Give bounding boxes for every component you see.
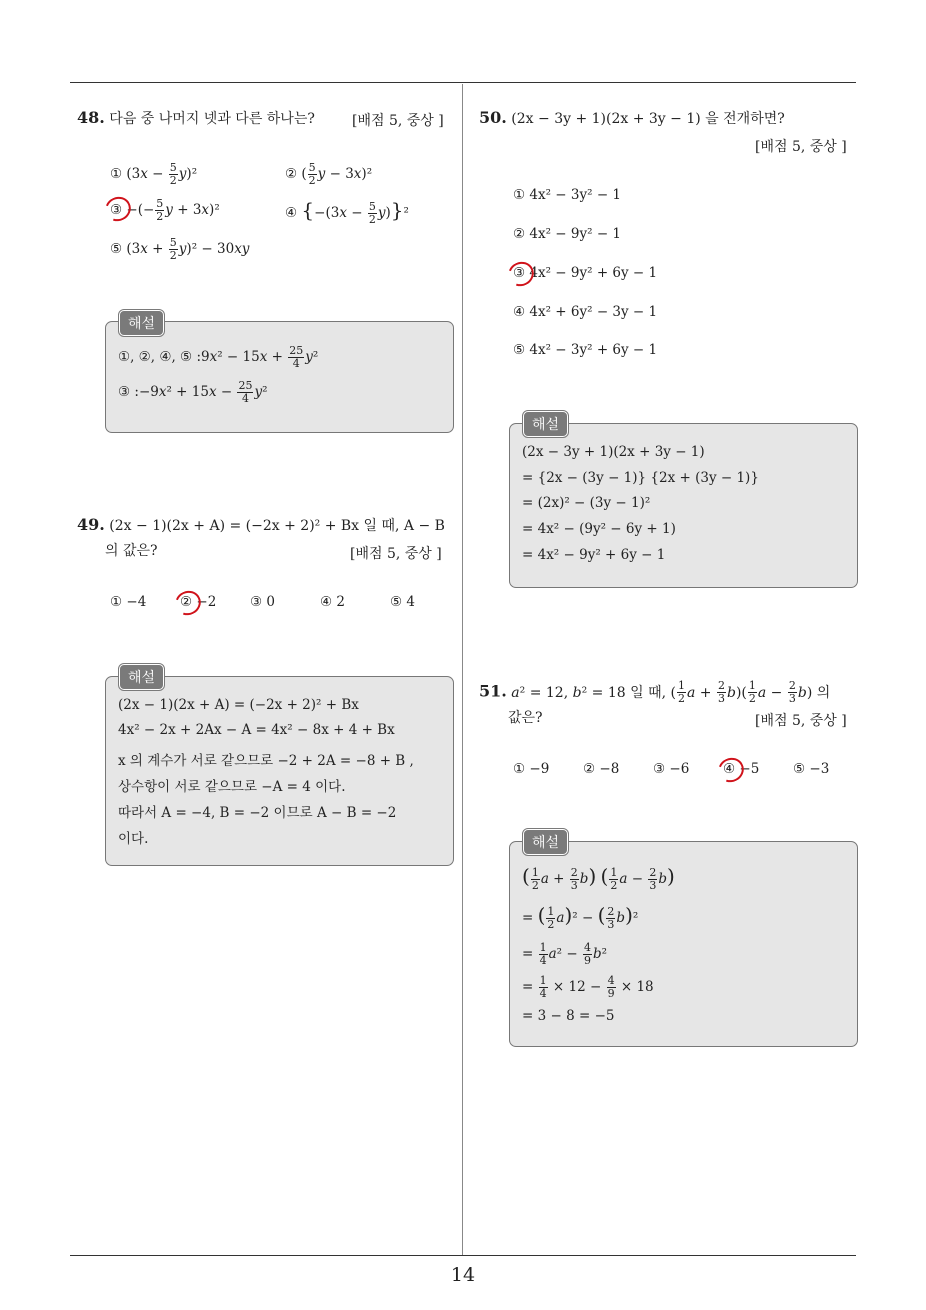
choice-4[interactable]: ④ 2 xyxy=(320,594,345,610)
question-number: 49. xyxy=(77,515,105,534)
solution-line: 이다. xyxy=(118,831,149,847)
solution-line: = ( $\frac{1}{2}$ a)² − ( $\frac{2}{3}$ b)² xyxy=(522,903,639,931)
choice-5[interactable]: ⑤ 4x² − 3y² + 6y − 1 xyxy=(513,342,658,358)
solution-line: x 의 계수가 서로 같으므로 −2 + 2A = −8 + B , xyxy=(118,753,414,769)
choice-3[interactable]: ③ 0 xyxy=(250,594,275,610)
solution-tag: 해설 xyxy=(523,829,568,855)
question-prompt-cont: 의 값은? xyxy=(105,543,158,559)
solution-line: = {2x − (3y − 1)} {2x + (3y − 1)} xyxy=(522,470,759,486)
question-prompt: 다음 중 나머지 넷과 다른 하나는? xyxy=(109,111,315,127)
choice-3[interactable]: ③ −(− $\frac{5}{2}$ y + 3x)² xyxy=(110,197,220,223)
question-prompt-cont: 값은? xyxy=(508,710,543,726)
choice-1[interactable]: ① (3x − $\frac{5}{2}$ y)² xyxy=(110,161,198,187)
choice-3[interactable]: ③ 4x² − 9y² + 6y − 1 xyxy=(513,265,658,281)
question-number: 48. xyxy=(77,108,105,127)
question-number: 51. xyxy=(479,681,507,701)
answer-circle xyxy=(171,587,205,620)
answer-circle xyxy=(714,754,748,787)
answer-circle xyxy=(504,258,538,291)
solution-box xyxy=(105,321,454,433)
question-meta: [배점 5, 중상 ] xyxy=(755,139,847,155)
choice-2[interactable]: ② −8 xyxy=(583,761,620,777)
question-number: 50. xyxy=(479,108,507,127)
solution-tag: 해설 xyxy=(523,411,568,437)
question-prompt: (2x − 3y + 1)(2x + 3y − 1) 을 전개하면? xyxy=(511,111,785,127)
question-prompt: a² = 12, b² = 18 일 때, ( $\frac{1}{2}$ a + $\frac{2}{3}$ b)( $\frac{1}{2}$ a − $\frac{2}{3}$ b) 의 xyxy=(511,679,831,705)
choice-2[interactable]: ② 4x² − 9y² − 1 xyxy=(513,226,622,242)
solution-tag: 해설 xyxy=(119,664,164,690)
solution-line: (2x − 1)(2x + A) = (−2x + 2)² + Bx xyxy=(118,697,359,713)
solution-tag: 해설 xyxy=(119,310,164,336)
solution-line: 상수항이 서로 같으므로 −A = 4 이다. xyxy=(118,779,346,795)
column-divider xyxy=(462,84,463,1255)
question-prompt: (2x − 1)(2x + A) = (−2x + 2)² + Bx 일 때, A − B xyxy=(109,518,445,534)
choice-4[interactable]: ④ {−(3x − $\frac{5}{2}$ y)}² xyxy=(285,198,409,226)
solution-line: = 4x² − (9y² − 6y + 1) xyxy=(522,521,676,537)
choice-1[interactable]: ① 4x² − 3y² − 1 xyxy=(513,187,622,203)
choice-2[interactable]: ② −2 xyxy=(180,594,217,610)
bottom-rule xyxy=(70,1255,856,1256)
solution-line: = $\frac{1}{4}$ a² − $\frac{4}{9}$ b² xyxy=(522,941,608,967)
choice-5[interactable]: ⑤ 4 xyxy=(390,594,415,610)
solution-line: = (2x)² − (3y − 1)² xyxy=(522,495,651,511)
page-number: 14 xyxy=(450,1264,476,1286)
solution-line: (2x − 3y + 1)(2x + 3y − 1) xyxy=(522,444,705,460)
solution-line: 4x² − 2x + 2Ax − A = 4x² − 8x + 4 + Bx xyxy=(118,722,395,738)
solution-line: ①, ②, ④, ⑤ :9x² − 15x + $\frac{25}{4}$ y² xyxy=(118,344,319,370)
question-meta: [배점 5, 중상 ] xyxy=(352,113,444,129)
solution-line: ( $\frac{1}{2}$ a + $\frac{2}{3}$ b) ( $\frac{1}{2}$ a − $\frac{2}{3}$ b) xyxy=(522,864,675,892)
question-meta: [배점 5, 중상 ] xyxy=(755,713,847,729)
choice-4[interactable]: ④ 4x² + 6y² − 3y − 1 xyxy=(513,304,658,320)
solution-line: = $\frac{1}{4}$ × 12 − $\frac{4}{9}$ × 18 xyxy=(522,974,654,1000)
choice-5[interactable]: ⑤ −3 xyxy=(793,761,830,777)
solution-line: 따라서 A = −4, B = −2 이므로 A − B = −2 xyxy=(118,805,397,821)
question-meta: [배점 5, 중상 ] xyxy=(350,546,442,562)
solution-line: = 3 − 8 = −5 xyxy=(522,1008,615,1024)
solution-line: = 4x² − 9y² + 6y − 1 xyxy=(522,547,666,563)
choice-2[interactable]: ② ( $\frac{5}{2}$ y − 3x)² xyxy=(285,161,373,187)
choice-1[interactable]: ① −9 xyxy=(513,761,550,777)
choice-5[interactable]: ⑤ (3x + $\frac{5}{2}$ y)² − 30xy xyxy=(110,236,250,262)
top-rule xyxy=(70,82,856,83)
choice-3[interactable]: ③ −6 xyxy=(653,761,690,777)
solution-line: ③ :−9x² + 15x − $\frac{25}{4}$ y² xyxy=(118,379,268,405)
choice-4[interactable]: ④ −5 xyxy=(723,761,760,777)
choice-1[interactable]: ① −4 xyxy=(110,594,147,610)
